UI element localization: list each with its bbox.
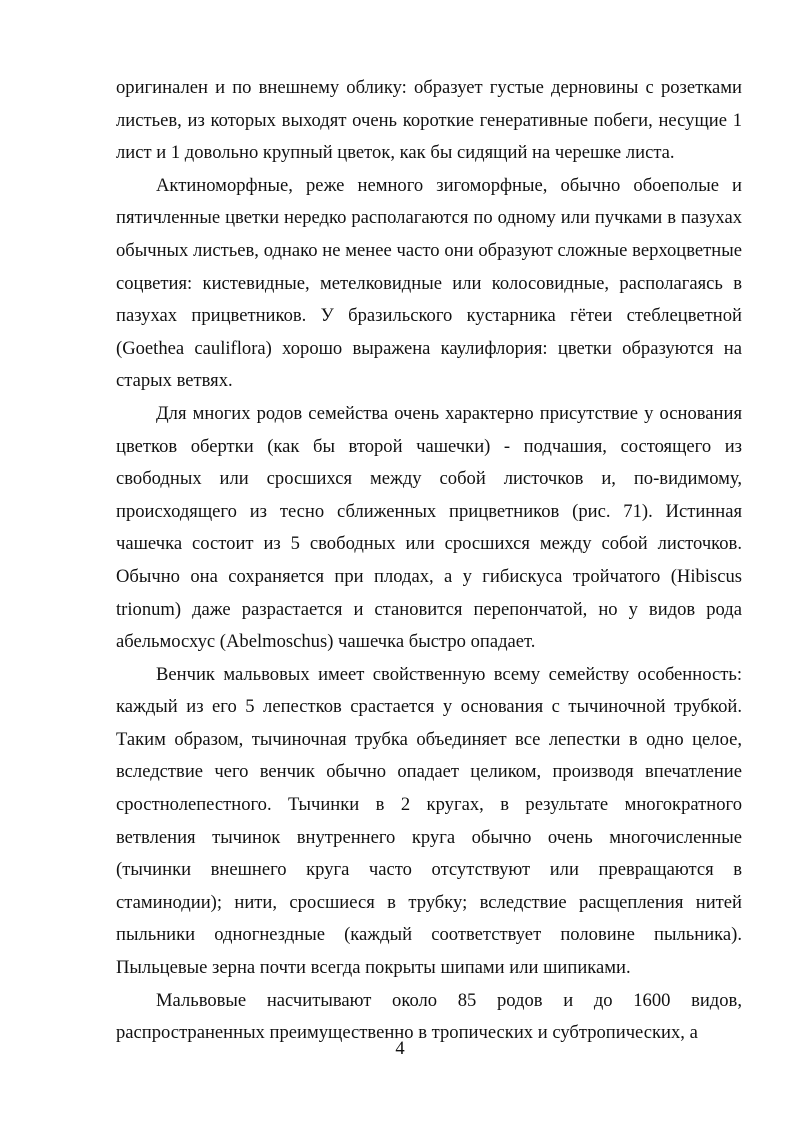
paragraph-flowers: Актиноморфные, реже немного зигоморфные, обычно обоеполые и пятичленные цветки нередко располагаются по одному или пучками в пазухах обычных листьев, однако не менее часто они образуют сложные верхоцветные соцветия: кистевидные, метелковидные или колосовидные, располагаясь в пазухах прицветников. У бразильского кустарника гётеи стеблецветной (Goethea cauliflora) хорошо выражена каулифлория: цветки образуются на старых ветвях.	[116, 174, 742, 392]
paragraph-continuation: оригинален и по внешнему облику: образует густые дерновины с розетками листьев, из которых выходят очень короткие генеративные побеги, несущие 1 лист и 1 довольно крупный цветок, как бы сидящий на черешке листа.	[116, 77, 742, 164]
paragraph-involucre: Для многих родов семейства очень характерно присутствие у основания цветков обертки (как бы второй чашечки) - подчашия, состоящего из свободных или сросшихся между собой листочков и, по-видимому, происходящего из тесно сближенных прицветников (рис. 71). Истинная чашечка состоит из 5 свободных или сросшихся между собой листочков. Обычно она сохраняется при плодах, а у гибискуса тройчатого (Hibiscus trionum) даже разрастается и становится перепончатой, но у видов рода абельмосхус (Abelmoschus) чашечка быстро опадает.	[116, 402, 742, 653]
paragraph-distribution: Мальвовые насчитывают около 85 родов и до 1600 видов, распространенных преимущественно в тропических и субтропических, а	[116, 989, 742, 1044]
paragraph-corolla: Венчик мальвовых имеет свойственную всему семейству особенность: каждый из его 5 лепестков срастается у основания с тычиночной трубкой. Таким образом, тычиночная трубка объединяет все лепестки в одно целое, вследствие чего венчик обычно опадает целиком, производя впечатление сростнолепестного. Тычинки в 2 кругах, в результате многократного ветвления тычинок внутреннего круга обычно очень многочисленные (тычинки внешнего круга часто отсутствуют или превращаются в стаминодии); нити, сросшиеся в трубку; вследствие расщепления нитей пыльники одногнездные (каждый соответствует половине пыльника). Пыльцевые зерна почти всегда покрыты шипами или шипиками.	[116, 663, 742, 979]
document-page	[116, 72, 742, 1050]
page-number: 4	[395, 1038, 405, 1059]
